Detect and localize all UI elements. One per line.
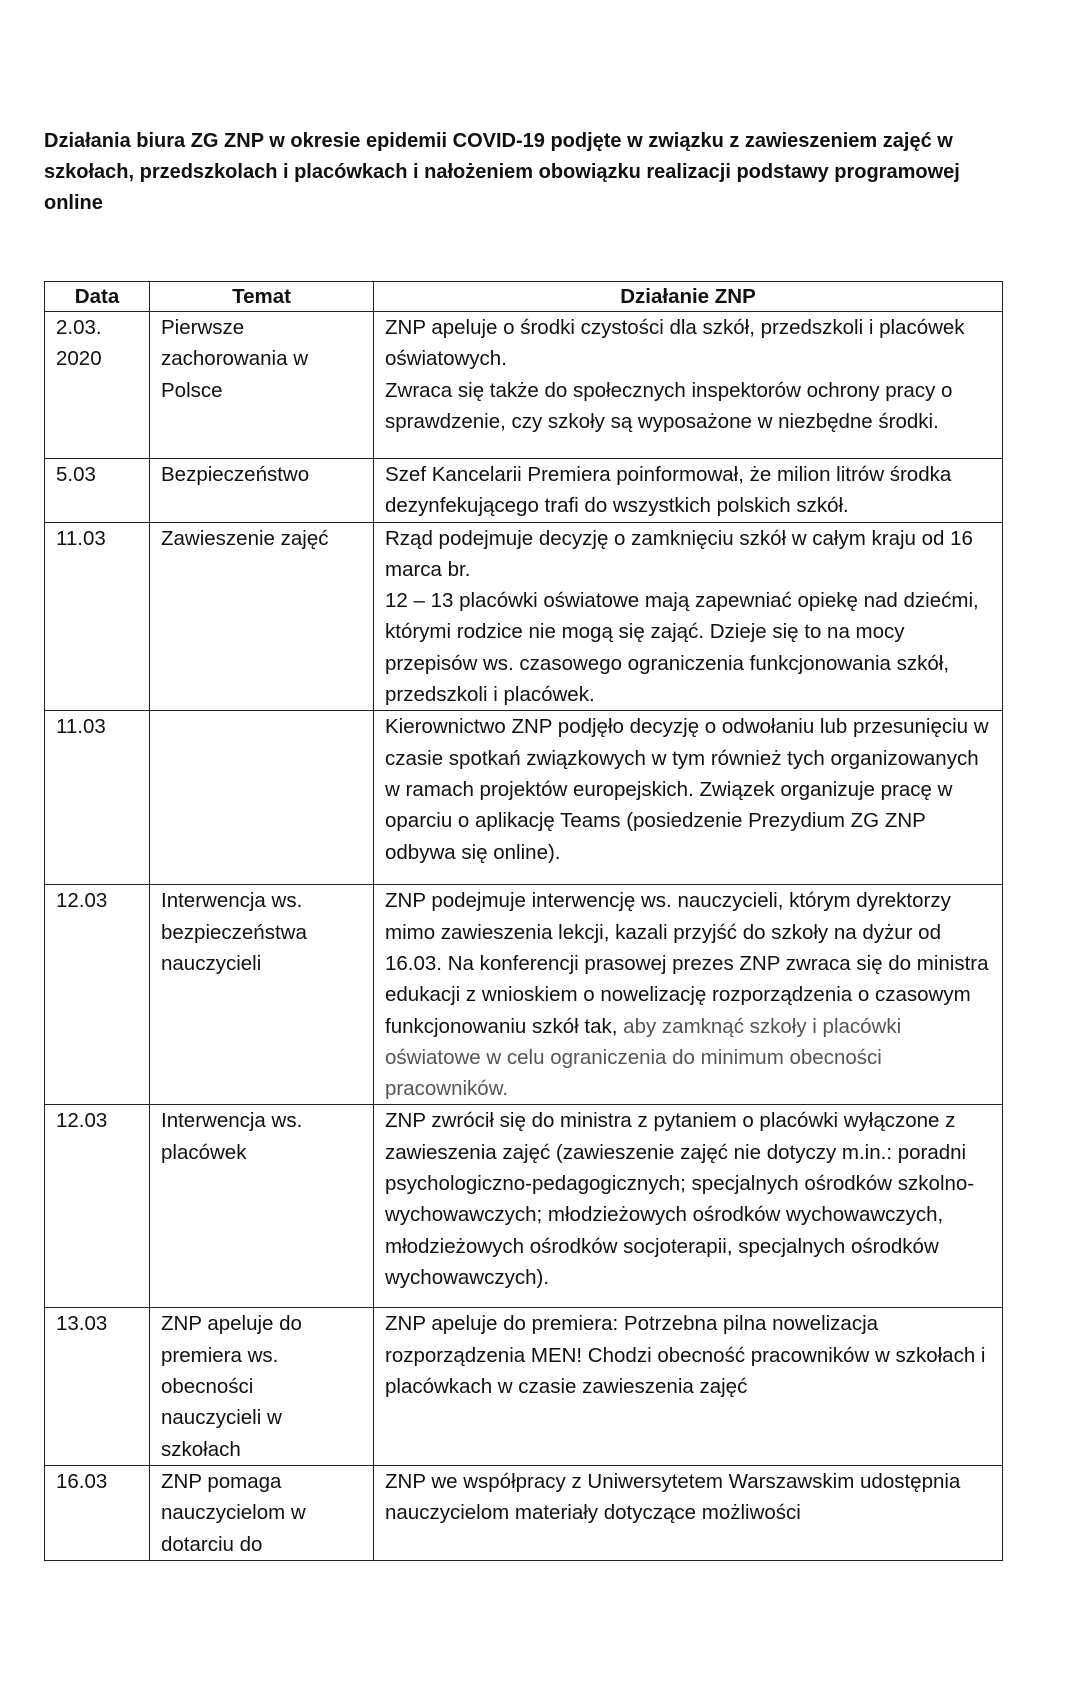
cell-action: ZNP zwrócił się do ministra z pytaniem o placówki wyłączone z zawieszenia zajęć (zawieszenie zajęć nie dotyczy m.in.: poradni psychologiczno-pedagogicznych; specjalnych ośrodków szkolno-wychowawczych; młodzieżowych ośrodków wychowawczych, młodzieżowych ośrodków socjoterapii, specjalnych ośrodków wychowawczych). xyxy=(374,1105,1003,1308)
table-row xyxy=(45,711,1003,885)
cell-topic: Zawieszenie zajęć xyxy=(150,522,374,711)
cell-topic: Pierwsze zachorowania w Polsce xyxy=(150,312,374,459)
table-row xyxy=(45,1465,1003,1560)
cell-action: ZNP we współpracy z Uniwersytetem Warszawskim udostępnia nauczycielom materiały dotyczące możliwości xyxy=(374,1465,1003,1560)
header-topic: Temat xyxy=(150,282,374,312)
cell-action: ZNP apeluje o środki czystości dla szkół, przedszkoli i placówek oświatowych. Zwraca się także do społecznych inspektorów ochrony pracy o sprawdzenie, czy szkoły są wyposażone w niezbędne środki. xyxy=(374,312,1003,459)
cell-date: 12.03 xyxy=(45,1105,150,1308)
table-row xyxy=(45,312,1003,459)
cell-topic: ZNP apeluje do premiera ws. obecności nauczycieli w szkołach xyxy=(150,1308,374,1465)
cell-date: 12.03 xyxy=(45,885,150,1105)
table-header-row xyxy=(45,282,1003,312)
table-row xyxy=(45,1308,1003,1465)
cell-topic: Interwencja ws. bezpieczeństwa nauczycieli xyxy=(150,885,374,1105)
table-row xyxy=(45,1105,1003,1308)
cell-date: 13.03 xyxy=(45,1308,150,1465)
cell-action: Szef Kancelarii Premiera poinformował, że milion litrów środka dezynfekującego trafi do wszystkich polskich szkół. xyxy=(374,459,1003,523)
header-action: Działanie ZNP xyxy=(374,282,1003,312)
actions-table xyxy=(44,281,1003,1561)
cell-date: 16.03 xyxy=(45,1465,150,1560)
cell-date: 11.03 xyxy=(45,711,150,885)
cell-action: Kierownictwo ZNP podjęło decyzję o odwołaniu lub przesunięciu w czasie spotkań związkowych w tym również tych organizowanych w ramach projektów europejskich. Związek organizuje pracę w oparciu o aplikację Teams (posiedzenie Prezydium ZG ZNP odbywa się online). xyxy=(374,711,1003,885)
action-text: ZNP podejmuje interwencję ws. nauczycieli, którym dyrektorzy mimo zawieszenia lekcji, kazali przyjść do szkoły na dyżur od 16.03. Na konferencji prasowej prezes ZNP zwraca się do ministra edukacji z wnioskiem o nowelizację rozporządzenia o czasowym funkcjonowaniu szkół tak, xyxy=(385,889,989,1038)
document-title: Działania biura ZG ZNP w okresie epidemii COVID-19 podjęte w związku z zawieszeniem zajęć w szkołach, przedszkolach i placówkach i nałożeniem obowiązku realizacji podstawy programowej online xyxy=(44,130,960,214)
cell-topic: Interwencja ws. placówek xyxy=(150,1105,374,1308)
table-row xyxy=(45,522,1003,711)
cell-topic: Bezpieczeństwo xyxy=(150,459,374,523)
cell-action xyxy=(374,885,1003,1105)
cell-date: 11.03 xyxy=(45,522,150,711)
cell-action: ZNP apeluje do premiera: Potrzebna pilna nowelizacja rozporządzenia MEN! Chodzi obecność pracowników w szkołach i placówkach w czasie zawieszenia zajęć xyxy=(374,1308,1003,1465)
cell-date: 5.03 xyxy=(45,459,150,523)
cell-date: 2.03. 2020 xyxy=(45,312,150,459)
table-row xyxy=(45,885,1003,1105)
action-text-gray: aby zamknąć szkoły i placówki oświatowe w celu ograniczenia do minimum obecności pracowników. xyxy=(385,1014,902,1101)
cell-action: Rząd podejmuje decyzję o zamknięciu szkół w całym kraju od 16 marca br. 12 – 13 placówki oświatowe mają zapewniać opiekę nad dziećmi, którymi rodzice nie mogą się zająć. Dzieje się to na mocy przepisów ws. czasowego ograniczenia funkcjonowania szkół, przedszkoli i placówek. xyxy=(374,522,1003,711)
cell-topic xyxy=(150,711,374,885)
table-row xyxy=(45,459,1003,523)
cell-topic: ZNP pomaga nauczycielom w dotarciu do xyxy=(150,1465,374,1560)
header-date: Data xyxy=(45,282,150,312)
